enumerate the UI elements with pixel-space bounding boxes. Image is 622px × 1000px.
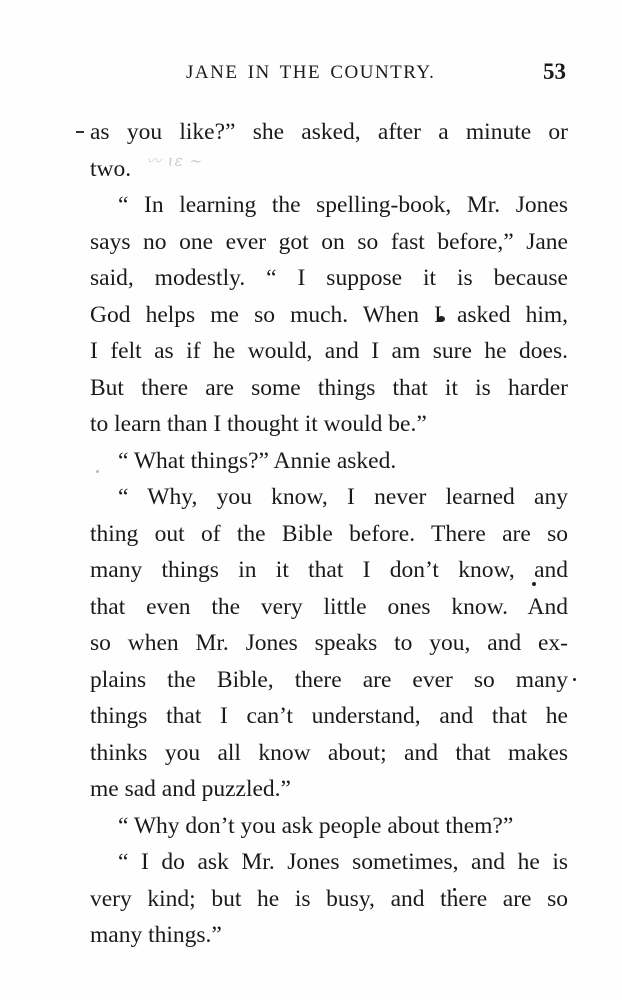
text-line: says no one ever got on so fast before,” Jane — [90, 228, 568, 255]
text-line: that even the very little ones know. And — [90, 593, 568, 620]
running-head: JANE IN THE COUNTRY. — [186, 62, 436, 83]
text-line: said, modestly. “ I suppose it is because — [90, 265, 568, 291]
page-header — [0, 59, 622, 92]
text-line: “ Why, you know, I never learned any — [118, 484, 568, 510]
text-line: plains the Bible, there are ever so many — [90, 666, 568, 693]
text-line: “ In learning the spelling-book, Mr. Jones — [118, 192, 568, 218]
body-text — [90, 114, 568, 954]
faint-pencil-marks: 〰 ɩɛ ∼ — [146, 152, 204, 170]
text-line: thinks you all know about; and that makes — [90, 739, 568, 766]
ink-speck — [573, 678, 576, 681]
text-line: me sad and puzzled.” — [90, 776, 291, 802]
text-line: God helps me so much. When I asked him, — [90, 301, 568, 328]
text-line: thing out of the Bible before. There are so — [90, 520, 568, 547]
text-line: “ I do ask Mr. Jones sometimes, and he is — [118, 849, 568, 875]
text-line: “ Why don’t you ask people about them?” — [118, 812, 514, 839]
page-number: 53 — [543, 59, 566, 84]
text-line: I felt as if he would, and I am sure he does. — [90, 338, 568, 364]
text-line: two. — [90, 155, 132, 182]
text-line: “ What things?” Annie asked. — [118, 447, 397, 474]
text-line: so when Mr. Jones speaks to you, and ex- — [90, 630, 568, 656]
text-line: many things in it that I don’t know, and — [90, 557, 568, 583]
margin-mark — [76, 131, 84, 133]
text-line: things that I can’t understand, and that he — [90, 703, 568, 729]
text-line: many things.” — [90, 922, 222, 948]
text-line: But there are some things that it is harder — [90, 374, 568, 401]
text-line: as you like?” she asked, after a minute or — [90, 119, 568, 145]
text-line: very kind; but he is busy, and there are so — [90, 885, 568, 912]
text-line: to learn than I thought it would be.” — [90, 411, 427, 437]
